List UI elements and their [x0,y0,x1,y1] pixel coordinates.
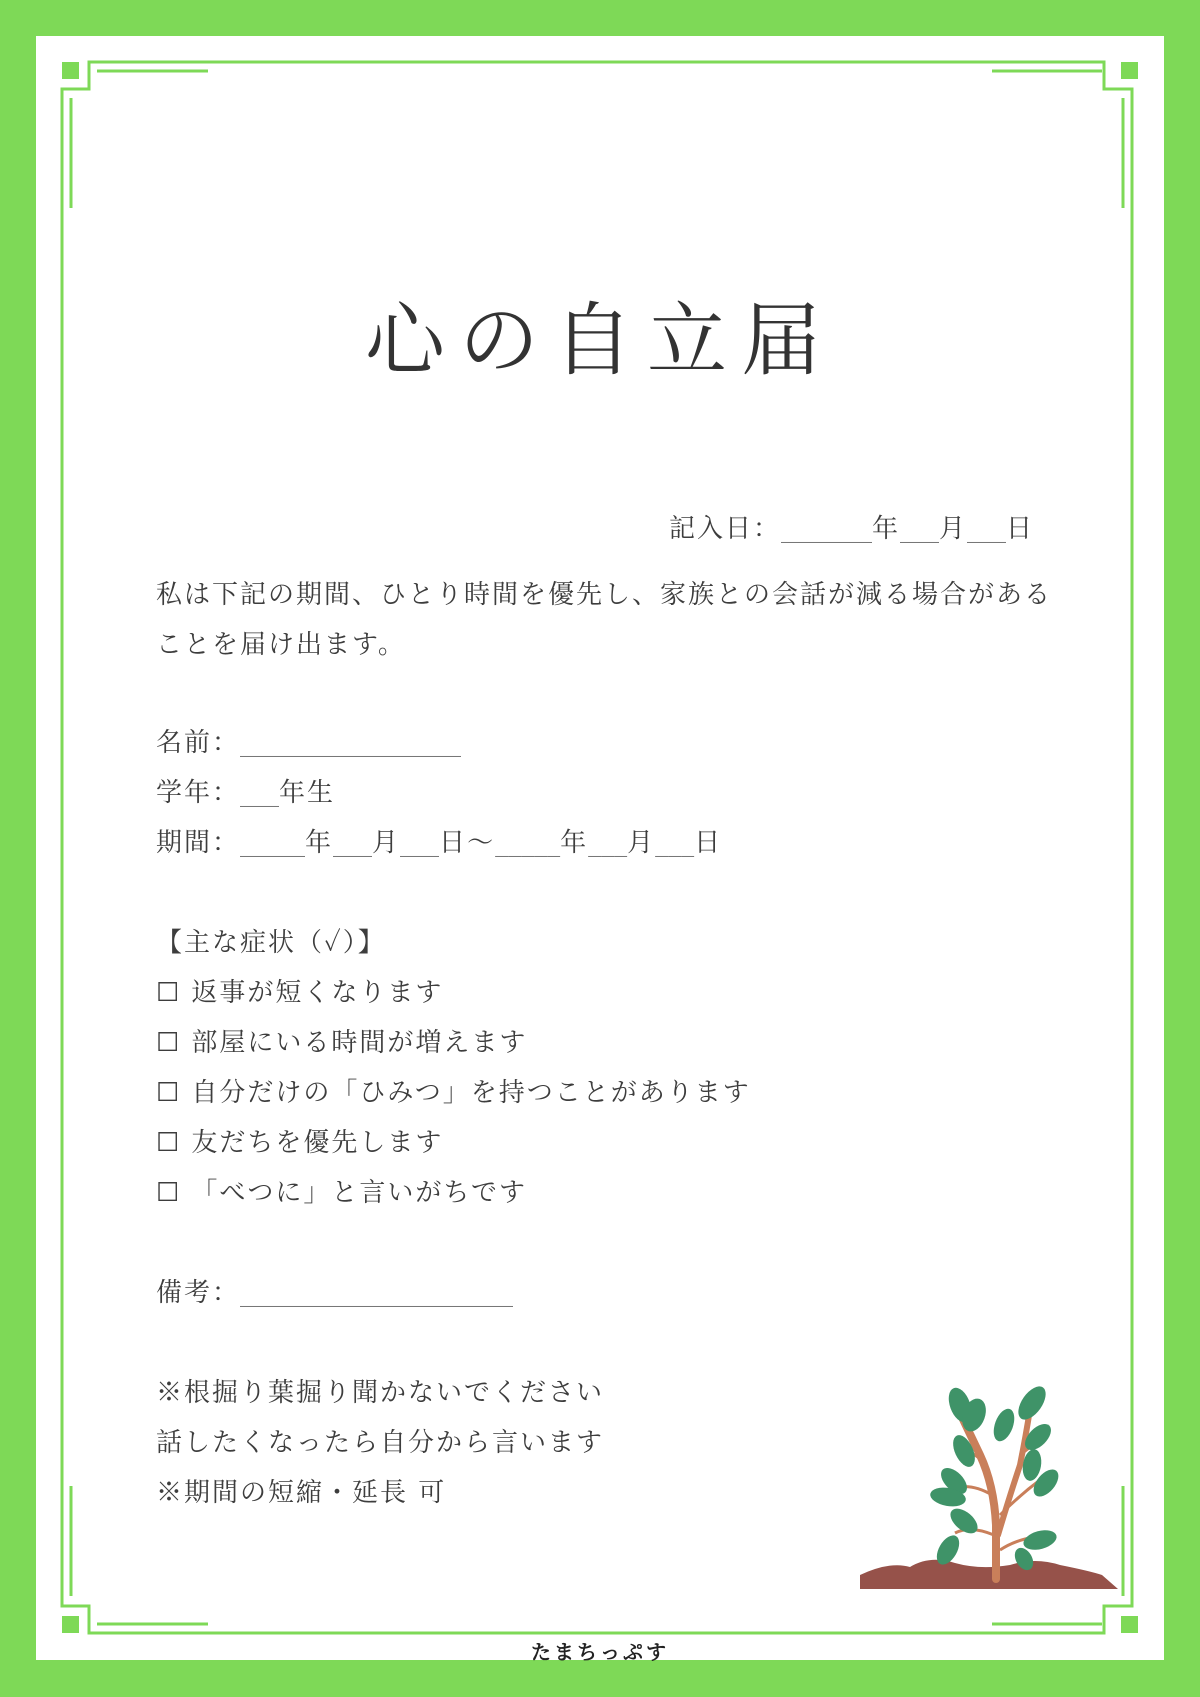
period-from-month-blank[interactable]: ___ [333,828,373,858]
period-from-day-blank[interactable]: ___ [400,828,440,858]
intro-paragraph: 私は下記の期間、ひとり時間を優先し、家族との会話が減る場合があることを届け出ます。 [156,580,1053,660]
remarks-field [156,1272,513,1309]
symptom-item[interactable] [156,1022,527,1059]
year-unit: 年 [871,514,900,544]
grade-suffix: 年生 [279,778,336,808]
symptom-label: 返事が短くなります [191,978,444,1008]
grade-blank[interactable]: ___ [240,778,280,808]
symptom-label: 友だちを優先します [191,1128,444,1158]
note-line: 話したくなったら自分から言います [156,1428,605,1458]
checkbox-icon[interactable]: ☐ [156,1078,182,1108]
day-unit: 日 [694,828,723,858]
document-title: 心の自立届 [365,294,835,387]
period-field [156,822,722,859]
brand-logo: たまちっぷす [531,1640,669,1664]
period-label: 期間： [156,828,241,858]
checkbox-icon[interactable]: ☐ [156,1128,182,1158]
period-to-day-blank[interactable]: ___ [655,828,695,858]
entry-year-blank[interactable]: _______ [780,514,872,544]
symptom-item[interactable] [156,1122,443,1159]
sprout-tree-icon [860,1385,1120,1615]
symptom-label: 自分だけの「ひみつ」を持つことがあります [191,1078,751,1108]
name-blank[interactable]: _________________ [240,728,462,758]
symptoms-heading: 【主な症状（✓）】 [156,928,386,958]
month-unit: 月 [627,828,656,858]
year-unit: 年 [560,828,589,858]
grade-field [156,772,335,809]
symptom-label: 「べつに」と言いがちです [191,1178,528,1208]
remarks-label: 備考： [156,1278,241,1308]
grade-label: 学年： [156,778,241,808]
symptom-item[interactable] [156,1172,527,1209]
entry-date-field [669,508,1034,545]
note-line: ※根掘り葉掘り聞かないでください [156,1378,605,1408]
checkbox-icon[interactable]: ☐ [156,1028,182,1058]
symptom-item[interactable] [156,972,443,1009]
entry-date-label: 記入日： [668,514,781,544]
day-unit: 日 [1005,514,1034,544]
period-to-month-blank[interactable]: ___ [588,828,628,858]
name-label: 名前： [156,728,241,758]
remarks-blank[interactable]: _____________________ [240,1278,514,1308]
entry-month-blank[interactable]: ___ [899,514,939,544]
entry-day-blank[interactable]: ___ [966,514,1006,544]
note-line: ※期間の短縮・延長 可 [156,1478,447,1508]
symptom-item[interactable] [156,1072,751,1109]
symptom-label: 部屋にいる時間が増えます [191,1028,528,1058]
month-unit: 月 [372,828,401,858]
checkbox-icon[interactable]: ☐ [156,978,182,1008]
name-field [156,722,461,759]
year-unit: 年 [305,828,334,858]
period-to-year-blank[interactable]: _____ [495,828,561,858]
month-unit: 月 [938,514,967,544]
period-separator: ～ [467,828,496,858]
form-page [36,36,1164,1660]
period-from-year-blank[interactable]: _____ [240,828,306,858]
checkbox-icon[interactable]: ☐ [156,1178,182,1208]
day-unit: 日 [439,828,468,858]
